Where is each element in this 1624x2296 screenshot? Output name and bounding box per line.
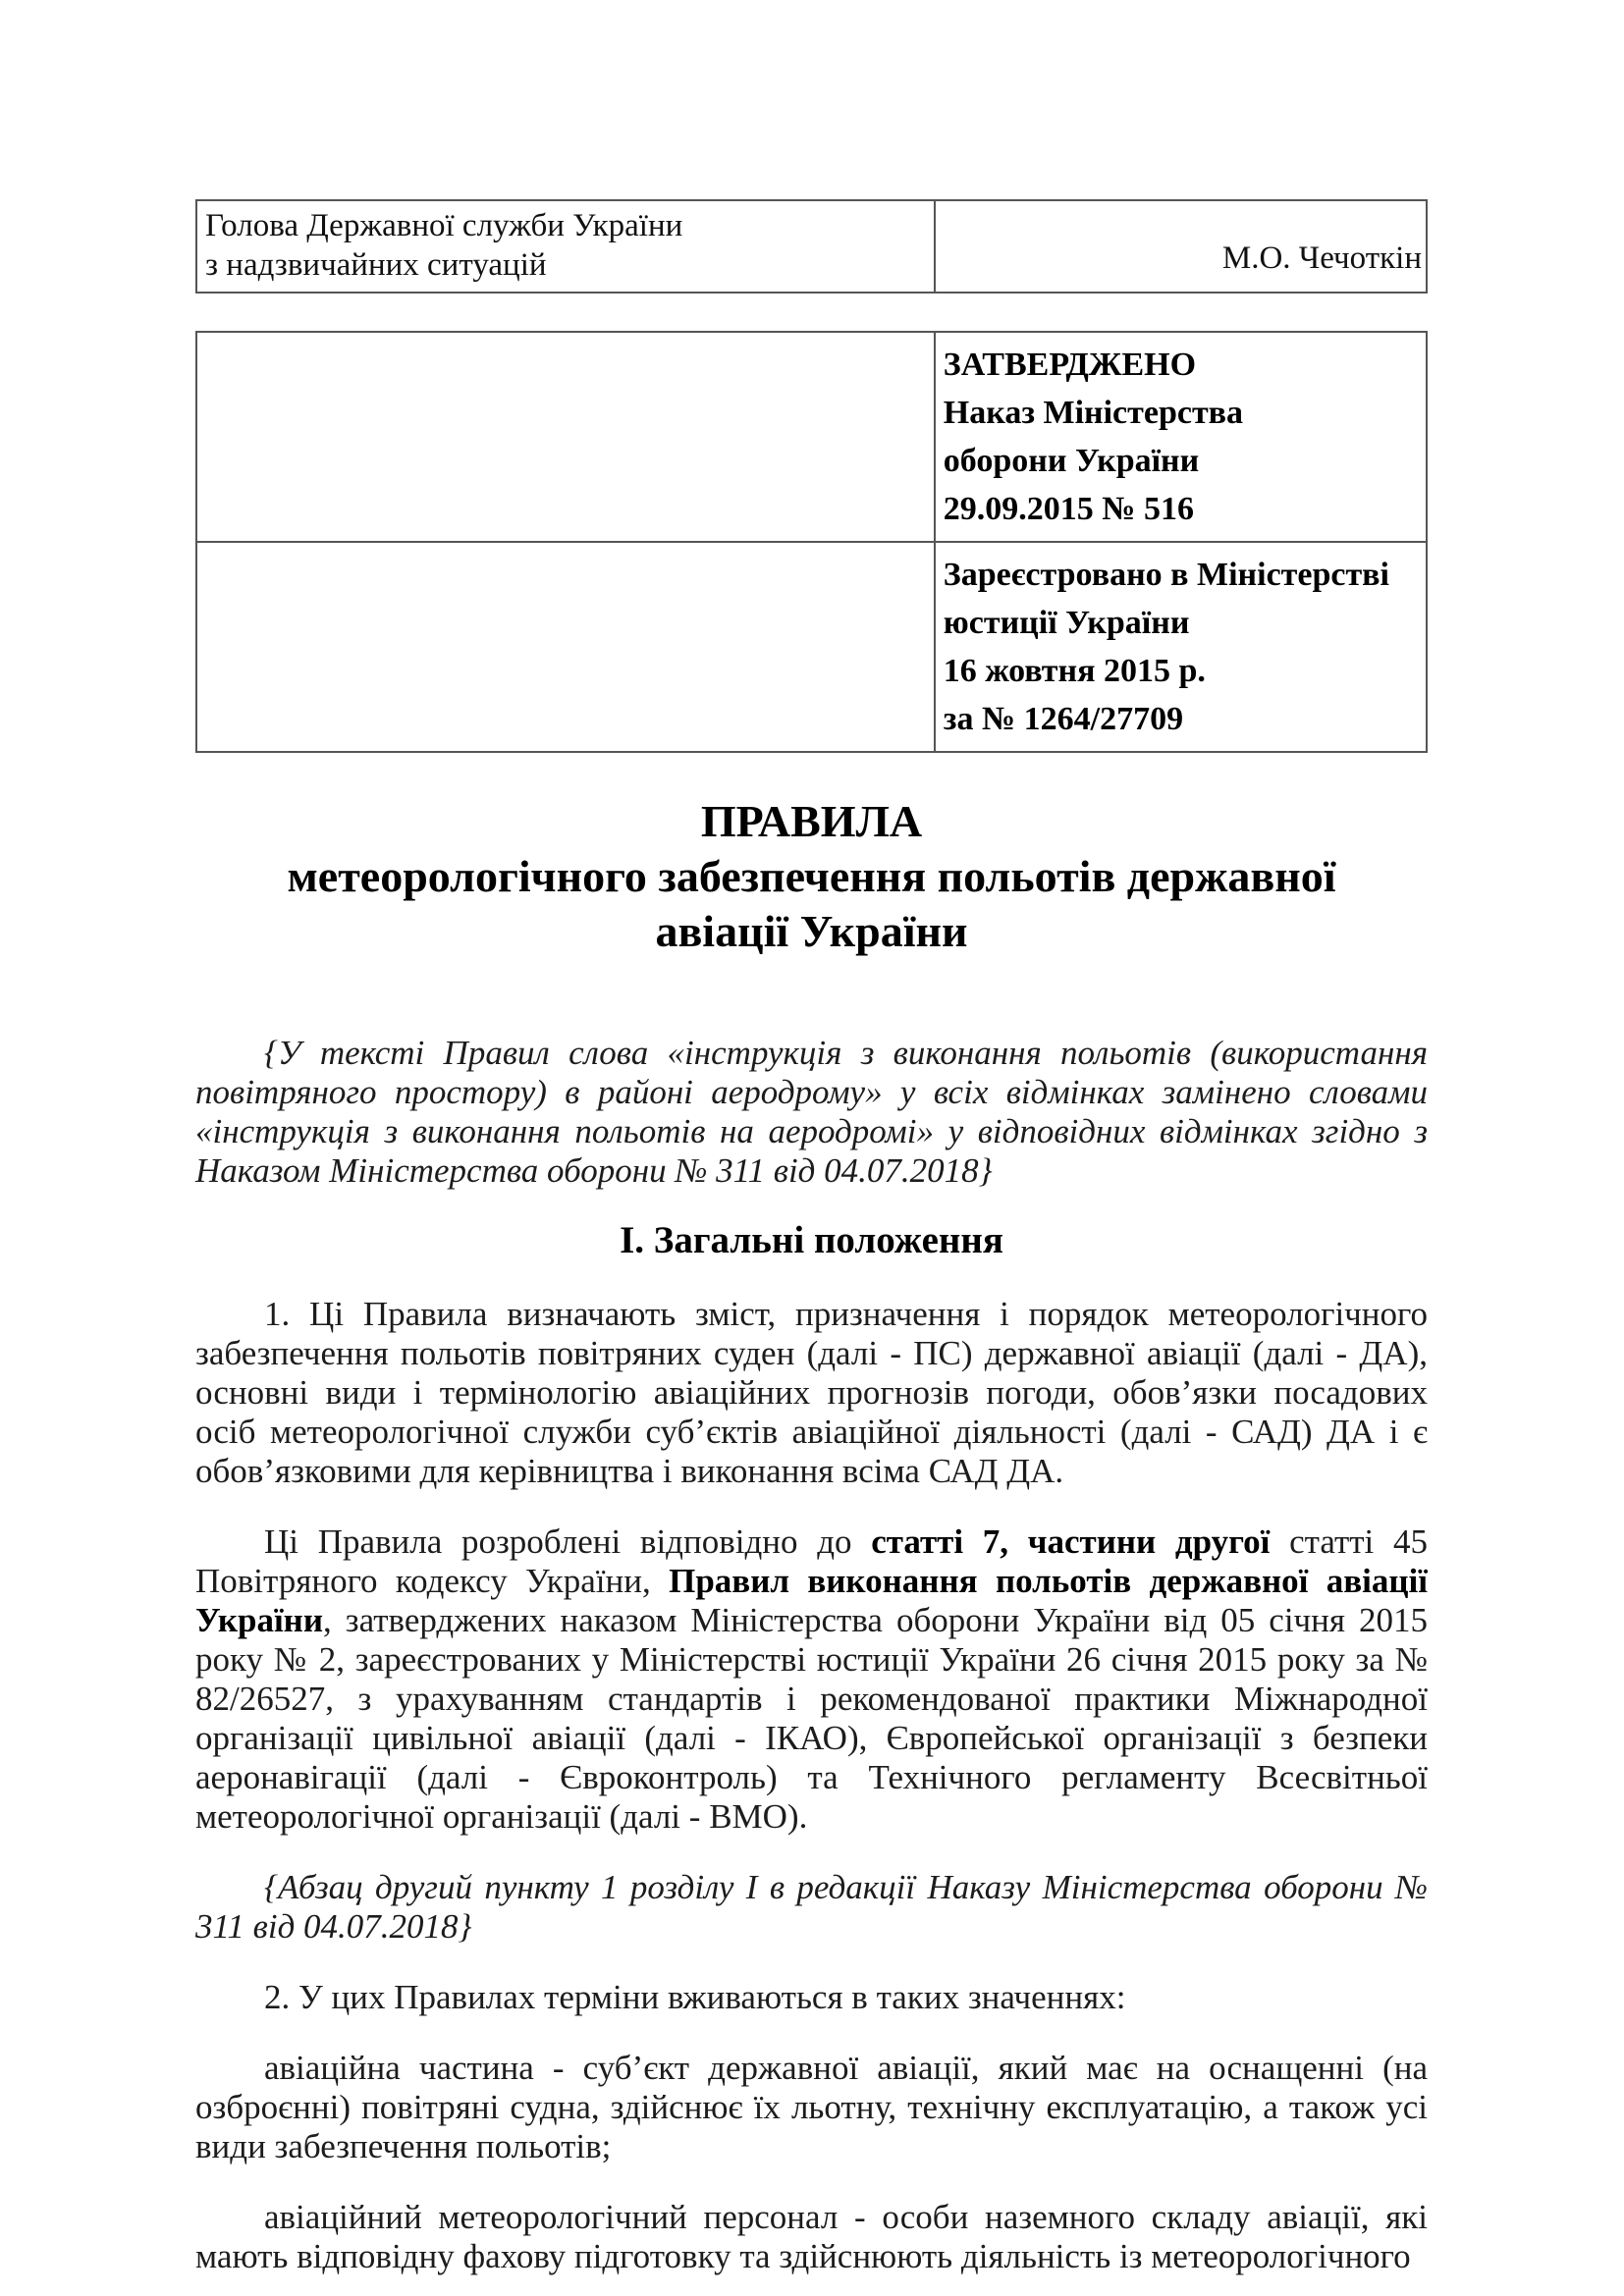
signatory-position-line2: з надзвичайних ситуацій — [205, 247, 547, 283]
link-state-aviation-flight-rules[interactable]: Правил виконання польотів державної авіації України — [195, 1562, 1428, 1639]
approval-stamp-line2: Наказ Міністерства — [943, 395, 1243, 431]
paragraph-5-term-meteorological-personnel: авіаційний метеорологічний персонал - особи наземного складу авіації, які мають відповідну фахову підготовку та здійснюють діяльність із метеорологічного — [195, 2198, 1428, 2275]
registration-empty-cell — [196, 542, 935, 752]
signature-table — [195, 199, 1428, 294]
paragraph-2 — [195, 1522, 1428, 1837]
amendment-note-1: {У тексті Правил слова «інструкція з виконання польотів (використання повітряного простору) в районі аеродрому» у всіх відмінках замінено словами «інструкція з виконання польотів на аеродромі» у відповідних відмінках згідно з Наказом Міністерства оборони № 311 від 04.07.2018} — [195, 1034, 1428, 1190]
signatory-name: М.О. Чечоткін — [1221, 240, 1422, 276]
approval-table — [195, 331, 1428, 753]
approval-row — [196, 332, 1427, 542]
paragraph-2-segment2: статті 45 Повітряного кодексу України, — [195, 1522, 1428, 1600]
document-title-line2: метеорологічного забезпечення польотів державної — [287, 851, 1336, 901]
amendment-note-2: {Абзац другий пункту 1 розділу І в редакції Наказу Міністерства оборони № 311 від 04.07.2018} — [195, 1868, 1428, 1946]
document-title-line1: ПРАВИЛА — [700, 796, 923, 846]
paragraph-2-segment1: Ці Правила розроблені відповідно до — [264, 1522, 872, 1561]
paragraph-4-term-aviation-unit: авіаційна частина - суб’єкт державної авіації, який має на оснащенні (на озброєнні) повітряні судна, здійснює їх льотну, технічну експлуатацію, а також усі види забезпечення польотів; — [195, 2049, 1428, 2165]
approval-stamp-line4: 29.09.2015 № 516 — [943, 491, 1194, 527]
document-title-line3: авіації України — [655, 906, 968, 956]
signatory-position-line1: Голова Державної служби України — [205, 208, 683, 243]
registration-stamp-line2: юстиції України — [943, 605, 1190, 641]
registration-stamp-line4: за № 1264/27709 — [943, 701, 1184, 737]
approval-stamp-line3: оборони України — [943, 443, 1200, 479]
signatory-position-cell — [196, 200, 935, 293]
registration-stamp-cell — [935, 542, 1427, 752]
approval-stamp-cell — [935, 332, 1427, 542]
approval-empty-cell — [196, 332, 935, 542]
signature-row — [196, 200, 1427, 293]
paragraph-2-segment3: , затверджених наказом Міністерства оборони України від 05 січня 2015 року № 2, зареєстрованих у Міністерстві юстиції України 26 січня 2015 року за № 82/26527, з урахуванням стандартів і рекомендованої практики Міжнародної організації цивільної авіації (далі - ІКАО), Європейської організації з безпеки аеронавігації (далі - Євроконтроль) та Технічного регламенту Всесвітньої метеорологічної організації (далі - ВМО). — [195, 1601, 1428, 1836]
registration-stamp-line3: 16 жовтня 2015 р. — [943, 653, 1206, 689]
paragraph-3: 2. У цих Правилах терміни вживаються в таких значеннях: — [264, 1978, 1126, 2016]
registration-row — [196, 542, 1427, 752]
document-title — [195, 794, 1428, 959]
paragraph-1: 1. Ці Правила визначають зміст, призначення і порядок метеорологічного забезпечення польотів повітряних суден (далі - ПС) державної авіації (далі - ДА), основні види і термінологію авіаційних прогнозів погоди, обов’язки посадових осіб метеорологічної служби суб’єктів авіаційної діяльності (далі - САД) ДА і є обов’язковими для керівництва і виконання всіма САД ДА. — [195, 1295, 1428, 1490]
link-article-7[interactable]: статті 7, частини другої — [871, 1522, 1271, 1561]
approval-stamp-line1: ЗАТВЕРДЖЕНО — [943, 347, 1197, 383]
registration-stamp-line1: Зареєстровано в Міністерстві — [943, 557, 1389, 593]
signatory-name-cell — [935, 200, 1427, 293]
section-1-heading: І. Загальні положення — [620, 1219, 1003, 1261]
